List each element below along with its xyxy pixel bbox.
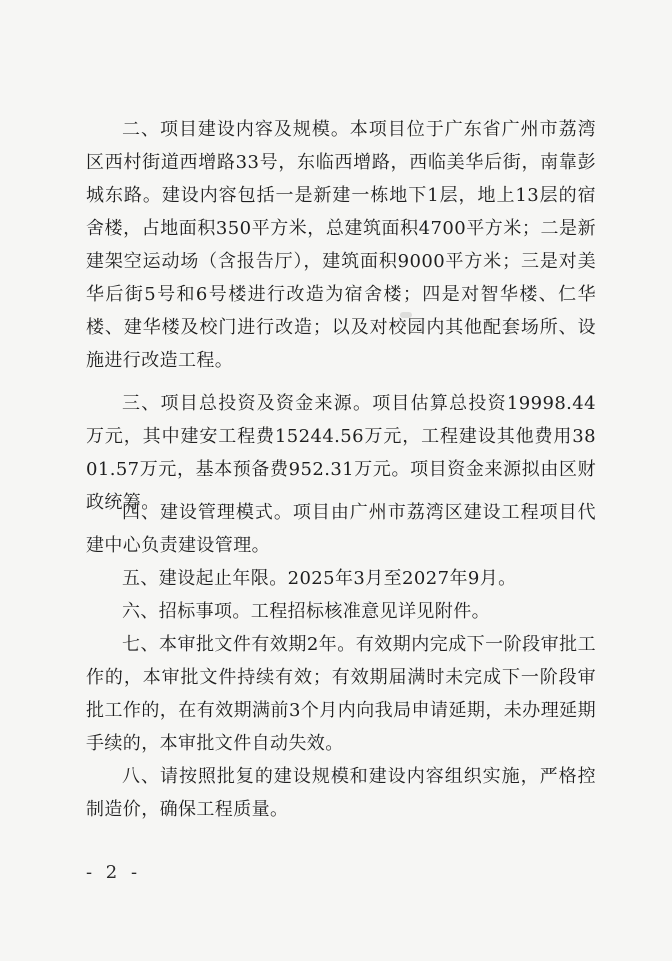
paragraph-validity: 七、本审批文件有效期2年。有效期内完成下一阶段审批工作的，本审批文件持续有效；有效期届满时未完成下一阶段审批工作的，在有效期满前3个月内向我局申请延期，未办理延期手续的，本审批文件自动失效。 xyxy=(86,634,596,754)
document-body xyxy=(86,113,596,826)
paragraph-construction-scope: 二、项目建设内容及规模。本项目位于广东省广州市荔湾区西村街道西增路33号，东临西增路，西临美华后街，南靠彭城东路。建设内容包括一是新建一栋地下1层，地上13层的宿舍楼，占地面积350平方米，总建筑面积4700平方米；二是新建架空运动场（含报告厅），建筑面积9000平方米；三是对美华后街5号和6号楼进行改造为宿舍楼；四是对智华楼、仁华楼、建华楼及校门进行改造；以及对校园内其他配套场所、设施进行改造工程。 xyxy=(86,119,596,371)
paragraph-implementation: 八、请按照批复的建设规模和建设内容组织实施，严格控制造价，确保工程质量。 xyxy=(86,766,596,820)
paragraph-investment: 三、项目总投资及资金来源。项目估算总投资19998.44万元，其中建安工程费15244.56万元，工程建设其他费用3801.57万元，基本预备费952.31万元。项目资金来源拟由区财政统筹。 xyxy=(86,393,596,513)
page-number: - 2 - xyxy=(86,862,142,883)
paragraph-management-mode: 四、建设管理模式。项目由广州市荔湾区建设工程项目代建中心负责建设管理。 xyxy=(86,502,596,556)
paragraph-tendering: 六、招标事项。工程招标核准意见详见附件。 xyxy=(122,601,490,622)
scan-smudge xyxy=(400,312,412,318)
paragraph-construction-period: 五、建设起止年限。2025年3月至2027年9月。 xyxy=(122,568,517,589)
